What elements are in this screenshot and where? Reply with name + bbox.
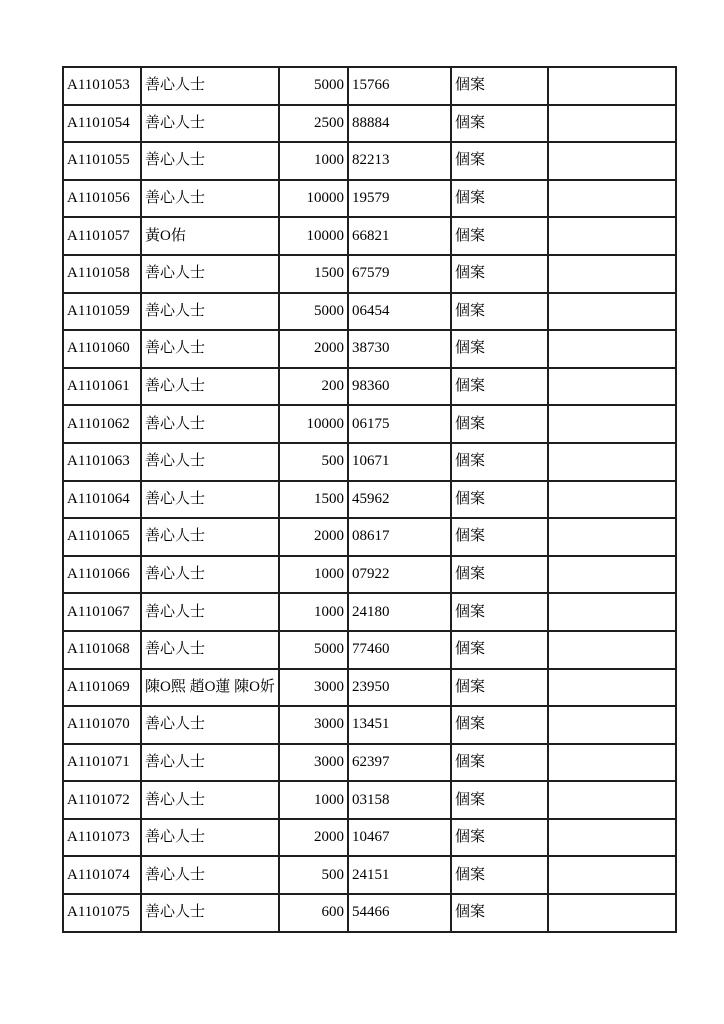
cell-receipt-code: 10467 <box>348 819 451 857</box>
cell-amount: 600 <box>279 894 348 932</box>
cell-note <box>548 443 676 481</box>
cell-note <box>548 105 676 143</box>
cell-amount: 10000 <box>279 405 348 443</box>
table-row <box>63 518 676 556</box>
cell-category: 個案 <box>451 405 548 443</box>
cell-record-id: A1101059 <box>63 293 141 331</box>
cell-donor-name: 善心人士 <box>141 631 279 669</box>
table-row <box>63 781 676 819</box>
cell-receipt-code: 07922 <box>348 556 451 594</box>
cell-record-id: A1101068 <box>63 631 141 669</box>
cell-category: 個案 <box>451 669 548 707</box>
cell-donor-name: 善心人士 <box>141 293 279 331</box>
cell-amount: 2000 <box>279 330 348 368</box>
cell-donor-name: 善心人士 <box>141 856 279 894</box>
cell-amount: 1500 <box>279 481 348 519</box>
cell-category: 個案 <box>451 706 548 744</box>
cell-receipt-code: 10671 <box>348 443 451 481</box>
cell-category: 個案 <box>451 781 548 819</box>
cell-category: 個案 <box>451 105 548 143</box>
cell-record-id: A1101060 <box>63 330 141 368</box>
table-row <box>63 481 676 519</box>
cell-donor-name: 善心人士 <box>141 142 279 180</box>
cell-record-id: A1101064 <box>63 481 141 519</box>
cell-record-id: A1101057 <box>63 217 141 255</box>
cell-donor-name: 善心人士 <box>141 67 279 105</box>
cell-record-id: A1101070 <box>63 706 141 744</box>
cell-donor-name: 善心人士 <box>141 105 279 143</box>
cell-amount: 1000 <box>279 556 348 594</box>
cell-amount: 5000 <box>279 631 348 669</box>
cell-note <box>548 856 676 894</box>
cell-record-id: A1101069 <box>63 669 141 707</box>
cell-record-id: A1101053 <box>63 67 141 105</box>
cell-category: 個案 <box>451 142 548 180</box>
cell-donor-name: 善心人士 <box>141 556 279 594</box>
table-row <box>63 744 676 782</box>
cell-category: 個案 <box>451 67 548 105</box>
table-row <box>63 405 676 443</box>
cell-donor-name: 善心人士 <box>141 744 279 782</box>
cell-note <box>548 669 676 707</box>
cell-receipt-code: 67579 <box>348 255 451 293</box>
cell-receipt-code: 15766 <box>348 67 451 105</box>
cell-amount: 2000 <box>279 819 348 857</box>
table-row <box>63 819 676 857</box>
cell-category: 個案 <box>451 819 548 857</box>
cell-category: 個案 <box>451 894 548 932</box>
cell-note <box>548 706 676 744</box>
cell-note <box>548 894 676 932</box>
cell-note <box>548 255 676 293</box>
cell-record-id: A1101067 <box>63 593 141 631</box>
cell-note <box>548 781 676 819</box>
cell-record-id: A1101063 <box>63 443 141 481</box>
cell-category: 個案 <box>451 631 548 669</box>
cell-amount: 500 <box>279 443 348 481</box>
cell-note <box>548 481 676 519</box>
cell-amount: 1000 <box>279 142 348 180</box>
cell-receipt-code: 03158 <box>348 781 451 819</box>
cell-note <box>548 180 676 218</box>
cell-receipt-code: 19579 <box>348 180 451 218</box>
cell-note <box>548 556 676 594</box>
cell-amount: 1500 <box>279 255 348 293</box>
cell-note <box>548 744 676 782</box>
table-row <box>63 706 676 744</box>
cell-record-id: A1101055 <box>63 142 141 180</box>
cell-record-id: A1101075 <box>63 894 141 932</box>
cell-receipt-code: 98360 <box>348 368 451 406</box>
cell-note <box>548 67 676 105</box>
table-row <box>63 330 676 368</box>
cell-record-id: A1101058 <box>63 255 141 293</box>
cell-note <box>548 368 676 406</box>
table-row <box>63 105 676 143</box>
cell-amount: 500 <box>279 856 348 894</box>
cell-note <box>548 293 676 331</box>
cell-category: 個案 <box>451 330 548 368</box>
cell-record-id: A1101072 <box>63 781 141 819</box>
cell-amount: 10000 <box>279 180 348 218</box>
table-row <box>63 180 676 218</box>
cell-donor-name: 善心人士 <box>141 894 279 932</box>
cell-category: 個案 <box>451 443 548 481</box>
cell-receipt-code: 08617 <box>348 518 451 556</box>
cell-donor-name: 善心人士 <box>141 405 279 443</box>
cell-receipt-code: 62397 <box>348 744 451 782</box>
cell-receipt-code: 38730 <box>348 330 451 368</box>
cell-record-id: A1101066 <box>63 556 141 594</box>
cell-donor-name: 善心人士 <box>141 443 279 481</box>
cell-donor-name: 善心人士 <box>141 706 279 744</box>
cell-category: 個案 <box>451 744 548 782</box>
cell-donor-name: 善心人士 <box>141 368 279 406</box>
cell-receipt-code: 66821 <box>348 217 451 255</box>
cell-donor-name: 善心人士 <box>141 330 279 368</box>
cell-record-id: A1101074 <box>63 856 141 894</box>
cell-category: 個案 <box>451 255 548 293</box>
cell-record-id: A1101061 <box>63 368 141 406</box>
cell-amount: 5000 <box>279 67 348 105</box>
cell-category: 個案 <box>451 556 548 594</box>
cell-note <box>548 142 676 180</box>
cell-receipt-code: 06454 <box>348 293 451 331</box>
cell-donor-name: 善心人士 <box>141 781 279 819</box>
cell-category: 個案 <box>451 593 548 631</box>
cell-record-id: A1101056 <box>63 180 141 218</box>
cell-note <box>548 217 676 255</box>
table-row <box>63 293 676 331</box>
cell-donor-name: 善心人士 <box>141 481 279 519</box>
cell-receipt-code: 24151 <box>348 856 451 894</box>
cell-receipt-code: 13451 <box>348 706 451 744</box>
cell-note <box>548 405 676 443</box>
cell-note <box>548 631 676 669</box>
cell-amount: 1000 <box>279 593 348 631</box>
table-row <box>63 669 676 707</box>
cell-record-id: A1101062 <box>63 405 141 443</box>
cell-record-id: A1101065 <box>63 518 141 556</box>
cell-receipt-code: 45962 <box>348 481 451 519</box>
table-row <box>63 142 676 180</box>
cell-record-id: A1101073 <box>63 819 141 857</box>
table-body <box>63 67 676 932</box>
cell-amount: 3000 <box>279 706 348 744</box>
cell-receipt-code: 24180 <box>348 593 451 631</box>
cell-category: 個案 <box>451 481 548 519</box>
cell-amount: 5000 <box>279 293 348 331</box>
table-row <box>63 368 676 406</box>
cell-donor-name: 善心人士 <box>141 593 279 631</box>
cell-receipt-code: 77460 <box>348 631 451 669</box>
cell-receipt-code: 82213 <box>348 142 451 180</box>
table-row <box>63 67 676 105</box>
cell-amount: 2500 <box>279 105 348 143</box>
cell-amount: 1000 <box>279 781 348 819</box>
cell-category: 個案 <box>451 368 548 406</box>
cell-category: 個案 <box>451 518 548 556</box>
table-row <box>63 894 676 932</box>
cell-donor-name: 黃O佑 <box>141 217 279 255</box>
cell-amount: 3000 <box>279 744 348 782</box>
cell-category: 個案 <box>451 293 548 331</box>
cell-record-id: A1101071 <box>63 744 141 782</box>
cell-amount: 2000 <box>279 518 348 556</box>
cell-record-id: A1101054 <box>63 105 141 143</box>
cell-donor-name: 善心人士 <box>141 180 279 218</box>
cell-note <box>548 518 676 556</box>
cell-receipt-code: 54466 <box>348 894 451 932</box>
table-row <box>63 856 676 894</box>
cell-donor-name: 善心人士 <box>141 819 279 857</box>
cell-note <box>548 819 676 857</box>
table-row <box>63 255 676 293</box>
table-row <box>63 556 676 594</box>
table-row <box>63 443 676 481</box>
cell-note <box>548 593 676 631</box>
cell-amount: 10000 <box>279 217 348 255</box>
cell-category: 個案 <box>451 856 548 894</box>
cell-donor-name: 善心人士 <box>141 518 279 556</box>
cell-note <box>548 330 676 368</box>
cell-donor-name: 陳O熙 趙O蓮 陳O妡 <box>141 669 279 707</box>
cell-receipt-code: 88884 <box>348 105 451 143</box>
table-row <box>63 593 676 631</box>
cell-receipt-code: 06175 <box>348 405 451 443</box>
cell-category: 個案 <box>451 217 548 255</box>
cell-donor-name: 善心人士 <box>141 255 279 293</box>
table-row <box>63 217 676 255</box>
cell-amount: 200 <box>279 368 348 406</box>
cell-receipt-code: 23950 <box>348 669 451 707</box>
cell-category: 個案 <box>451 180 548 218</box>
donation-records-table <box>62 66 677 933</box>
cell-amount: 3000 <box>279 669 348 707</box>
table-row <box>63 631 676 669</box>
